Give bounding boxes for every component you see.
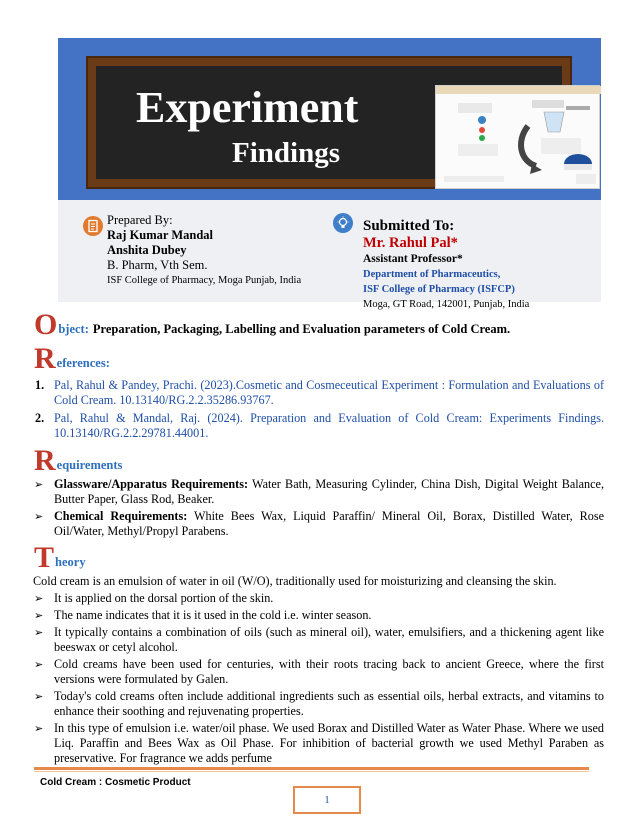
reference-item <box>34 411 604 441</box>
theory-item <box>34 689 604 719</box>
theory-item-text: Cold creams have been used for centuries, with their roots tracing back to ancient Greece, where the first versions were formulated by Galen. <box>54 657 604 686</box>
requirement-label: Glassware/Apparatus Requirements: <box>54 477 249 491</box>
requirement-label: Chemical Requirements: <box>54 509 188 523</box>
page-subtitle: Findings <box>232 137 340 169</box>
theory-list <box>34 591 604 766</box>
author-name-2: Anshita Dubey <box>107 243 187 257</box>
requirements-dropcap: R <box>34 444 56 477</box>
submitted-to-label: Submitted To: <box>363 218 455 234</box>
document-body <box>33 308 605 768</box>
footer-title: Cold Cream : Cosmetic Product <box>40 777 191 788</box>
object-text: Preparation, Packaging, Labelling and Evaluation parameters of Cold Cream. <box>92 322 511 336</box>
theory-item <box>34 657 604 687</box>
references-label: eferences: <box>56 356 110 370</box>
prepared-by-block <box>107 213 301 288</box>
requirement-text: Water Bath, Measuring Cylinder, China Dish, Digital Weight Balance, Butter Paper, Glass Rod, Beaker. <box>54 477 605 506</box>
footer-divider-thin <box>34 771 589 772</box>
reference-number: 2. <box>35 411 45 425</box>
prepared-by-label: Prepared By: <box>107 213 173 227</box>
reference-number: 1. <box>35 378 45 392</box>
object-dropcap: O <box>34 308 58 341</box>
page-number: 1 <box>293 786 361 814</box>
theory-item-text: The name indicates that it is it used in the cold i.e. winter season. <box>54 608 372 622</box>
theory-item-text: It is applied on the dorsal portion of the skin. <box>54 591 274 605</box>
arrow-bullet-icon: ➢ <box>34 609 44 622</box>
requirements-heading <box>34 444 604 477</box>
arrow-bullet-icon: ➢ <box>34 658 44 671</box>
arrow-bullet-icon: ➢ <box>34 626 44 639</box>
theory-heading <box>34 541 604 574</box>
supervisor-college: ISF College of Pharmacy (ISFCP) <box>363 284 515 295</box>
theory-item-text: Today's cold creams often include additional ingredients such as essential oils, herbal extracts, and vitamins to enhance their soothing and rejuvenating properties. <box>54 689 604 718</box>
header-banner <box>58 38 601 200</box>
author-name-1: Raj Kumar Mandal <box>107 228 214 242</box>
object-heading <box>34 308 604 341</box>
requirement-item <box>34 509 604 539</box>
theory-item <box>34 591 604 606</box>
arrow-bullet-icon: ➢ <box>34 510 44 523</box>
references-dropcap: R <box>34 342 56 375</box>
theory-label: heory <box>55 555 86 569</box>
supervisor-name: Mr. Rahul Pal* <box>363 235 458 251</box>
theory-item <box>34 625 604 655</box>
theory-item-text: In this type of emulsion i.e. water/oil phase. We used Borax and Distilled Water as Water Phase. Where we used Liq. Paraffin and Bees Wax as Oil Phase. For inhibition of bacterial growth we used Methyl Paraben as preservative. For fragrance we adds perfume <box>54 721 604 765</box>
footer-divider <box>34 767 589 770</box>
page-title: Experiment <box>136 83 359 132</box>
requirement-text: White Bees Wax, Liquid Paraffin/ Mineral Oil, Borax, Distilled Water, Rose Oil/Water, Methyl/Propyl Parabens. <box>54 509 604 538</box>
theory-intro: Cold cream is an emulsion of water in oil (W/O), traditionally used for moisturizing and cleansing the skin. <box>33 574 557 588</box>
emulsion-diagram-image <box>435 85 600 189</box>
supervisor-role: Assistant Professor* <box>363 253 463 265</box>
reference-item <box>34 378 604 408</box>
arrow-bullet-icon: ➢ <box>34 690 44 703</box>
author-college: ISF College of Pharmacy, Moga Punjab, India <box>107 275 302 286</box>
object-label: bject: <box>58 322 89 336</box>
lightbulb-icon <box>333 213 353 233</box>
arrow-bullet-icon: ➢ <box>34 722 44 735</box>
arrow-bullet-icon: ➢ <box>34 478 44 491</box>
author-course: B. Pharm, Vth Sem. <box>107 258 208 272</box>
supervisor-address: Moga, GT Road, 142001, Punjab, India <box>363 299 530 310</box>
reference-text: Pal, Rahul & Mandal, Raj. (2024). Preparation and Evaluation of Cold Cream: Experiments Findings. 10.13140/RG.2.2.29781.44001. <box>54 411 604 440</box>
requirements-label: equirements <box>56 458 123 472</box>
submitted-to-block <box>363 218 529 312</box>
requirements-list <box>34 477 604 539</box>
theory-item-text: It typically contains a combination of oils (such as mineral oil), water, emulsifiers, and a thickening agent like beeswax or cetyl alcohol. <box>54 625 604 654</box>
requirement-item <box>34 477 604 507</box>
arrow-bullet-icon: ➢ <box>34 592 44 605</box>
references-heading <box>34 342 604 375</box>
chalkboard <box>86 56 572 189</box>
theory-item <box>34 721 604 766</box>
theory-item <box>34 608 604 623</box>
references-list <box>34 378 604 441</box>
theory-dropcap: T <box>34 541 55 574</box>
document-icon <box>83 216 103 236</box>
reference-text: Pal, Rahul & Pandey, Prachi. (2023).Cosmetic and Cosmeceutical Experiment : Formulation and Evaluations of Cold Cream. 10.13140/RG.2.2.35286.93767. <box>54 378 604 407</box>
supervisor-department: Department of Pharmaceutics, <box>363 269 501 280</box>
